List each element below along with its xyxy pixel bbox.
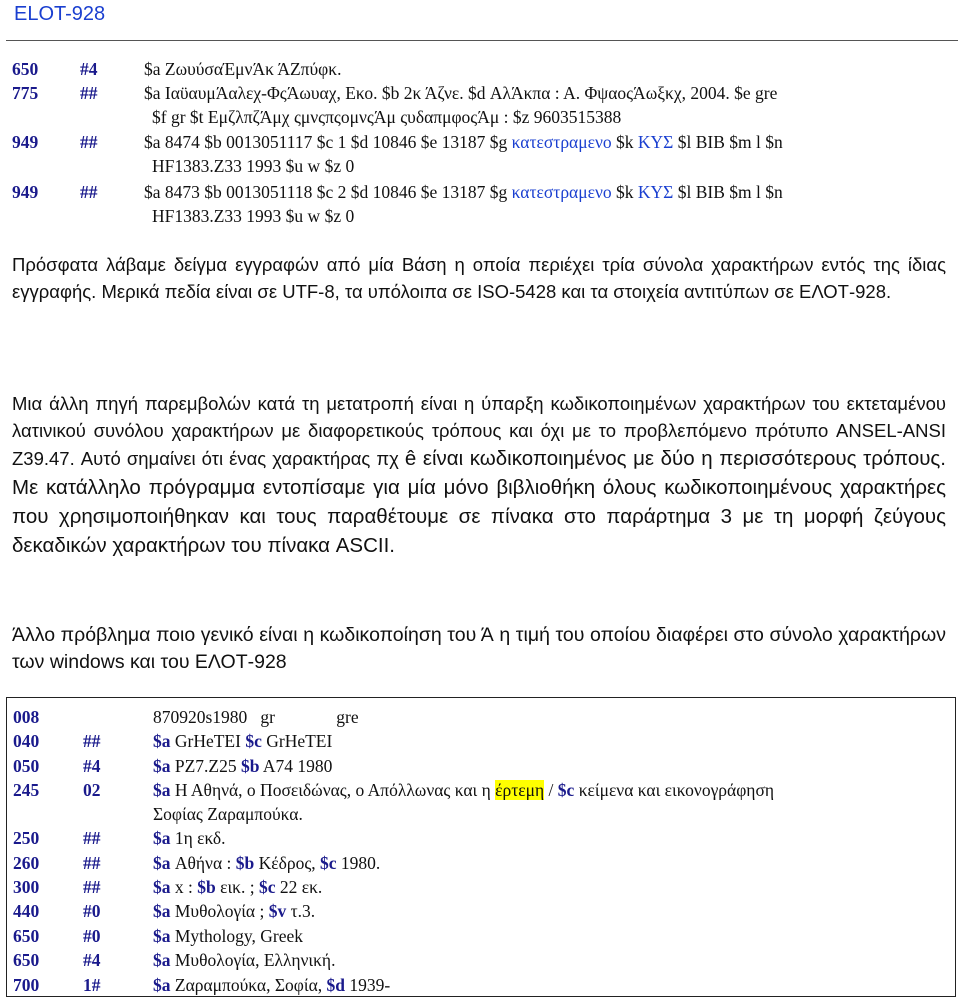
marc-field-949 — [0, 130, 960, 178]
field-tag: 300 — [13, 877, 40, 897]
table-row — [7, 924, 955, 948]
subfield-value: Mythology, Greek — [170, 925, 304, 946]
field-content — [153, 754, 955, 778]
field-tag: 949 — [12, 182, 39, 202]
paragraph-text: Μια άλλη πηγή παρεμβολών κατά τη μετατροπή είναι η ύπαρξη κωδικοποιημένων χαρακτήρων του εκτεταμένου λατινικού συνόλου χαρακτήρων με διαφορετικούς τρόπους και όχι με το προβλεπόμενο πρότυπο ANSEL-ANSI Z39.47. Αυτό σημαίνει ότι ένας χαρακτήρας πχ — [12, 393, 946, 469]
field-continuation: $f gr $t ΕμζλπζΆμχ ςμνςπςομνςΆμ ςυδαπμφοςΆμ : $z 9603515388 — [152, 107, 622, 127]
subfield-code: $a — [153, 755, 171, 776]
field-tag: 650 — [13, 950, 40, 971]
subfield-code: $c — [245, 731, 262, 752]
table-row — [7, 826, 955, 850]
subfield-code: $a — [153, 828, 171, 849]
field-indicators: #4 — [83, 950, 101, 971]
paragraph-sample-records: Πρόσφατα λάβαμε δείγμα εγγραφών από μία Βάση η οποία περιέχει τρία σύνολα χαρακτήρων εντός της ίδιας εγγραφής. Μερικά πεδία είναι σε UTF-8, τα υπόλοιπα σε ISO-5428 και τα στοιχεία αντιτύπων σε ΕΛΟΤ-928. — [12, 254, 946, 302]
field-indicators: ## — [83, 731, 101, 752]
field-indicators: ## — [83, 828, 101, 849]
field-indicators: #4 — [80, 59, 98, 79]
field-continuation: Σοφίας Ζαραμπούκα. — [153, 804, 303, 825]
table-row — [7, 899, 955, 923]
subfield-code: $a — [153, 974, 171, 995]
greek-value: ΚΥΣ — [637, 132, 674, 152]
subfield-value: 1939- — [345, 974, 391, 995]
field-tag: 050 — [13, 755, 40, 776]
subfield-code: $c — [557, 780, 575, 801]
field-tag: 650 — [12, 59, 39, 79]
field-tag: 245 — [13, 780, 40, 801]
field-tag: 250 — [13, 828, 40, 849]
subfield-code: $a — [153, 925, 171, 946]
field-content — [153, 875, 955, 899]
field-indicators: ## — [80, 83, 98, 103]
field-content — [144, 130, 960, 154]
field-text: $k — [611, 182, 638, 202]
subfield-code: $c — [320, 852, 337, 873]
subfield-value: A74 1980 — [259, 755, 333, 776]
subfield-value: GrHeTEI — [261, 731, 333, 752]
subfield-value: 1980. — [336, 852, 381, 873]
field-continuation: HF1383.Z33 1993 $u w $z 0 — [152, 206, 355, 226]
subfield-code: $v — [268, 901, 287, 922]
subfield-code: $c — [258, 877, 276, 897]
table-row — [7, 875, 955, 899]
field-content — [153, 899, 955, 923]
field-indicators: ## — [80, 132, 98, 152]
subfield-value: 1η εκδ. — [170, 828, 226, 849]
subfield-code: $b — [235, 852, 255, 873]
subfield-code: $a — [153, 950, 171, 971]
field-content — [153, 973, 955, 997]
field-content: $a ΙαϋαυμΆαλεχ-ΦςΆωυαχ, Εκο. $b 2κ Άζνε. $d ΑλΆκπα : Α. ΦψαοςΆωξκχ, 2004. $e gre — [144, 83, 778, 103]
field-indicators: #4 — [83, 755, 101, 776]
paragraph-text-large: ê είναι κωδικοποιημένος με δύο η περισσότερους τρόπους. Με κατάλληλο πρόγραμμα εντοπίσαμε για μία μόνο βιβλιοθήκη όλους κωδικοποιημένους χαρακτήρες που χρησιμοποιήθηκαν και τους παραθέτουμε σε πίνακα στο παράρτημα 3 με τη μορφή ζεύγους δεκαδικών χαρακτήρων του πίνακα ASCII. — [12, 447, 947, 557]
greek-value: κατεστραμενο — [511, 132, 612, 152]
field-indicators — [83, 705, 153, 729]
field-content — [153, 778, 955, 826]
field-text: $a 8473 $b 0013051118 $c 2 $d 10846 $e 13187 $g — [144, 182, 512, 202]
subfield-value: εικ. ; — [215, 877, 259, 897]
marc-record-table — [6, 697, 956, 997]
subfield-value: GrHeTEI — [170, 731, 246, 752]
field-tag: 440 — [13, 901, 40, 922]
subfield-value: x : — [170, 877, 198, 897]
subfield-code: $d — [326, 974, 345, 995]
field-indicators: 02 — [83, 780, 101, 801]
field-indicators: 1# — [83, 974, 101, 995]
field-tag: 650 — [13, 925, 40, 946]
subfield-value: Η Αθηνά, ο Ποσειδώνας, ο Απόλλωνας και η — [170, 780, 496, 801]
field-indicators: ## — [80, 182, 98, 202]
subfield-value: Μυθολογία ; — [170, 901, 269, 922]
subfield-code: $a — [153, 901, 171, 922]
highlighted-text: έρτεμη — [495, 780, 545, 801]
field-tag: 008 — [13, 707, 40, 727]
subfield-value: Μυθολογία, Ελληνική. — [170, 950, 336, 971]
field-continuation: HF1383.Z33 1993 $u w $z 0 — [152, 156, 355, 176]
marc-field-775 — [0, 81, 960, 129]
top-divider — [6, 40, 958, 41]
paragraph-encoding-problem: Άλλο πρόβλημα ποιο γενικό είναι η κωδικοποίηση του Ά η τιμή του οποίου διαφέρει στο σύνολο χαρακτήρων των windows και του ΕΛΟΤ-928 — [12, 624, 946, 673]
table-row — [7, 778, 955, 826]
field-tag: 260 — [13, 852, 40, 873]
field-content — [144, 180, 960, 204]
marc-field-650 — [0, 57, 960, 81]
subfield-value: κείμενα και εικονογράφηση — [574, 780, 775, 801]
field-indicators: #0 — [83, 925, 101, 946]
field-content — [153, 851, 955, 875]
table-row — [7, 973, 955, 997]
subfield-value: Ζαραμπούκα, Σοφία, — [170, 974, 327, 995]
field-content — [153, 924, 955, 948]
subfield-value: Αθήνα : — [170, 852, 236, 873]
subfield-value: Κέδρος, — [254, 852, 321, 873]
subfield-value: 870920s1980 gr gre — [153, 707, 359, 727]
field-content — [153, 826, 955, 850]
field-indicators: #0 — [83, 901, 101, 922]
table-row — [7, 705, 955, 729]
greek-value: ΚΥΣ — [637, 182, 674, 202]
greek-value: κατεστραμενο — [511, 182, 612, 202]
subfield-value: 22 εκ. — [275, 877, 323, 897]
field-content — [153, 948, 955, 972]
field-tag: 040 — [13, 731, 40, 752]
field-tag: 700 — [13, 974, 40, 995]
field-content: $a ΖωυύσαΈμνΆκ ΆΖπύφκ. — [144, 59, 342, 79]
field-text: $a 8474 $b 0013051117 $c 1 $d 10846 $e 13187 $g — [144, 132, 512, 152]
paragraph-conversion-issues — [12, 391, 946, 560]
subfield-code: $a — [153, 780, 171, 801]
table-row — [7, 754, 955, 778]
table-row — [7, 851, 955, 875]
table-row — [7, 729, 955, 753]
subfield-code: $b — [197, 877, 216, 897]
table-row — [7, 948, 955, 972]
subfield-code: $a — [153, 731, 171, 752]
subfield-value: / — [544, 780, 558, 801]
field-indicators: ## — [83, 877, 101, 897]
field-tag: 775 — [12, 83, 39, 103]
page-heading: ELOT-928 — [14, 3, 106, 25]
field-text: $k — [611, 132, 638, 152]
subfield-value: PZ7.Z25 — [170, 755, 241, 776]
field-content — [153, 705, 955, 729]
subfield-code: $a — [153, 877, 171, 897]
subfield-value: τ.3. — [286, 901, 316, 922]
field-indicators: ## — [83, 852, 101, 873]
field-tag: 949 — [12, 132, 39, 152]
marc-field-949 — [0, 180, 960, 228]
subfield-code: $b — [241, 755, 260, 776]
field-text: $l BIB $m l $n — [673, 182, 783, 202]
subfield-code: $a — [153, 852, 171, 873]
field-text: $l BIB $m l $n — [673, 132, 783, 152]
field-content — [153, 729, 955, 753]
